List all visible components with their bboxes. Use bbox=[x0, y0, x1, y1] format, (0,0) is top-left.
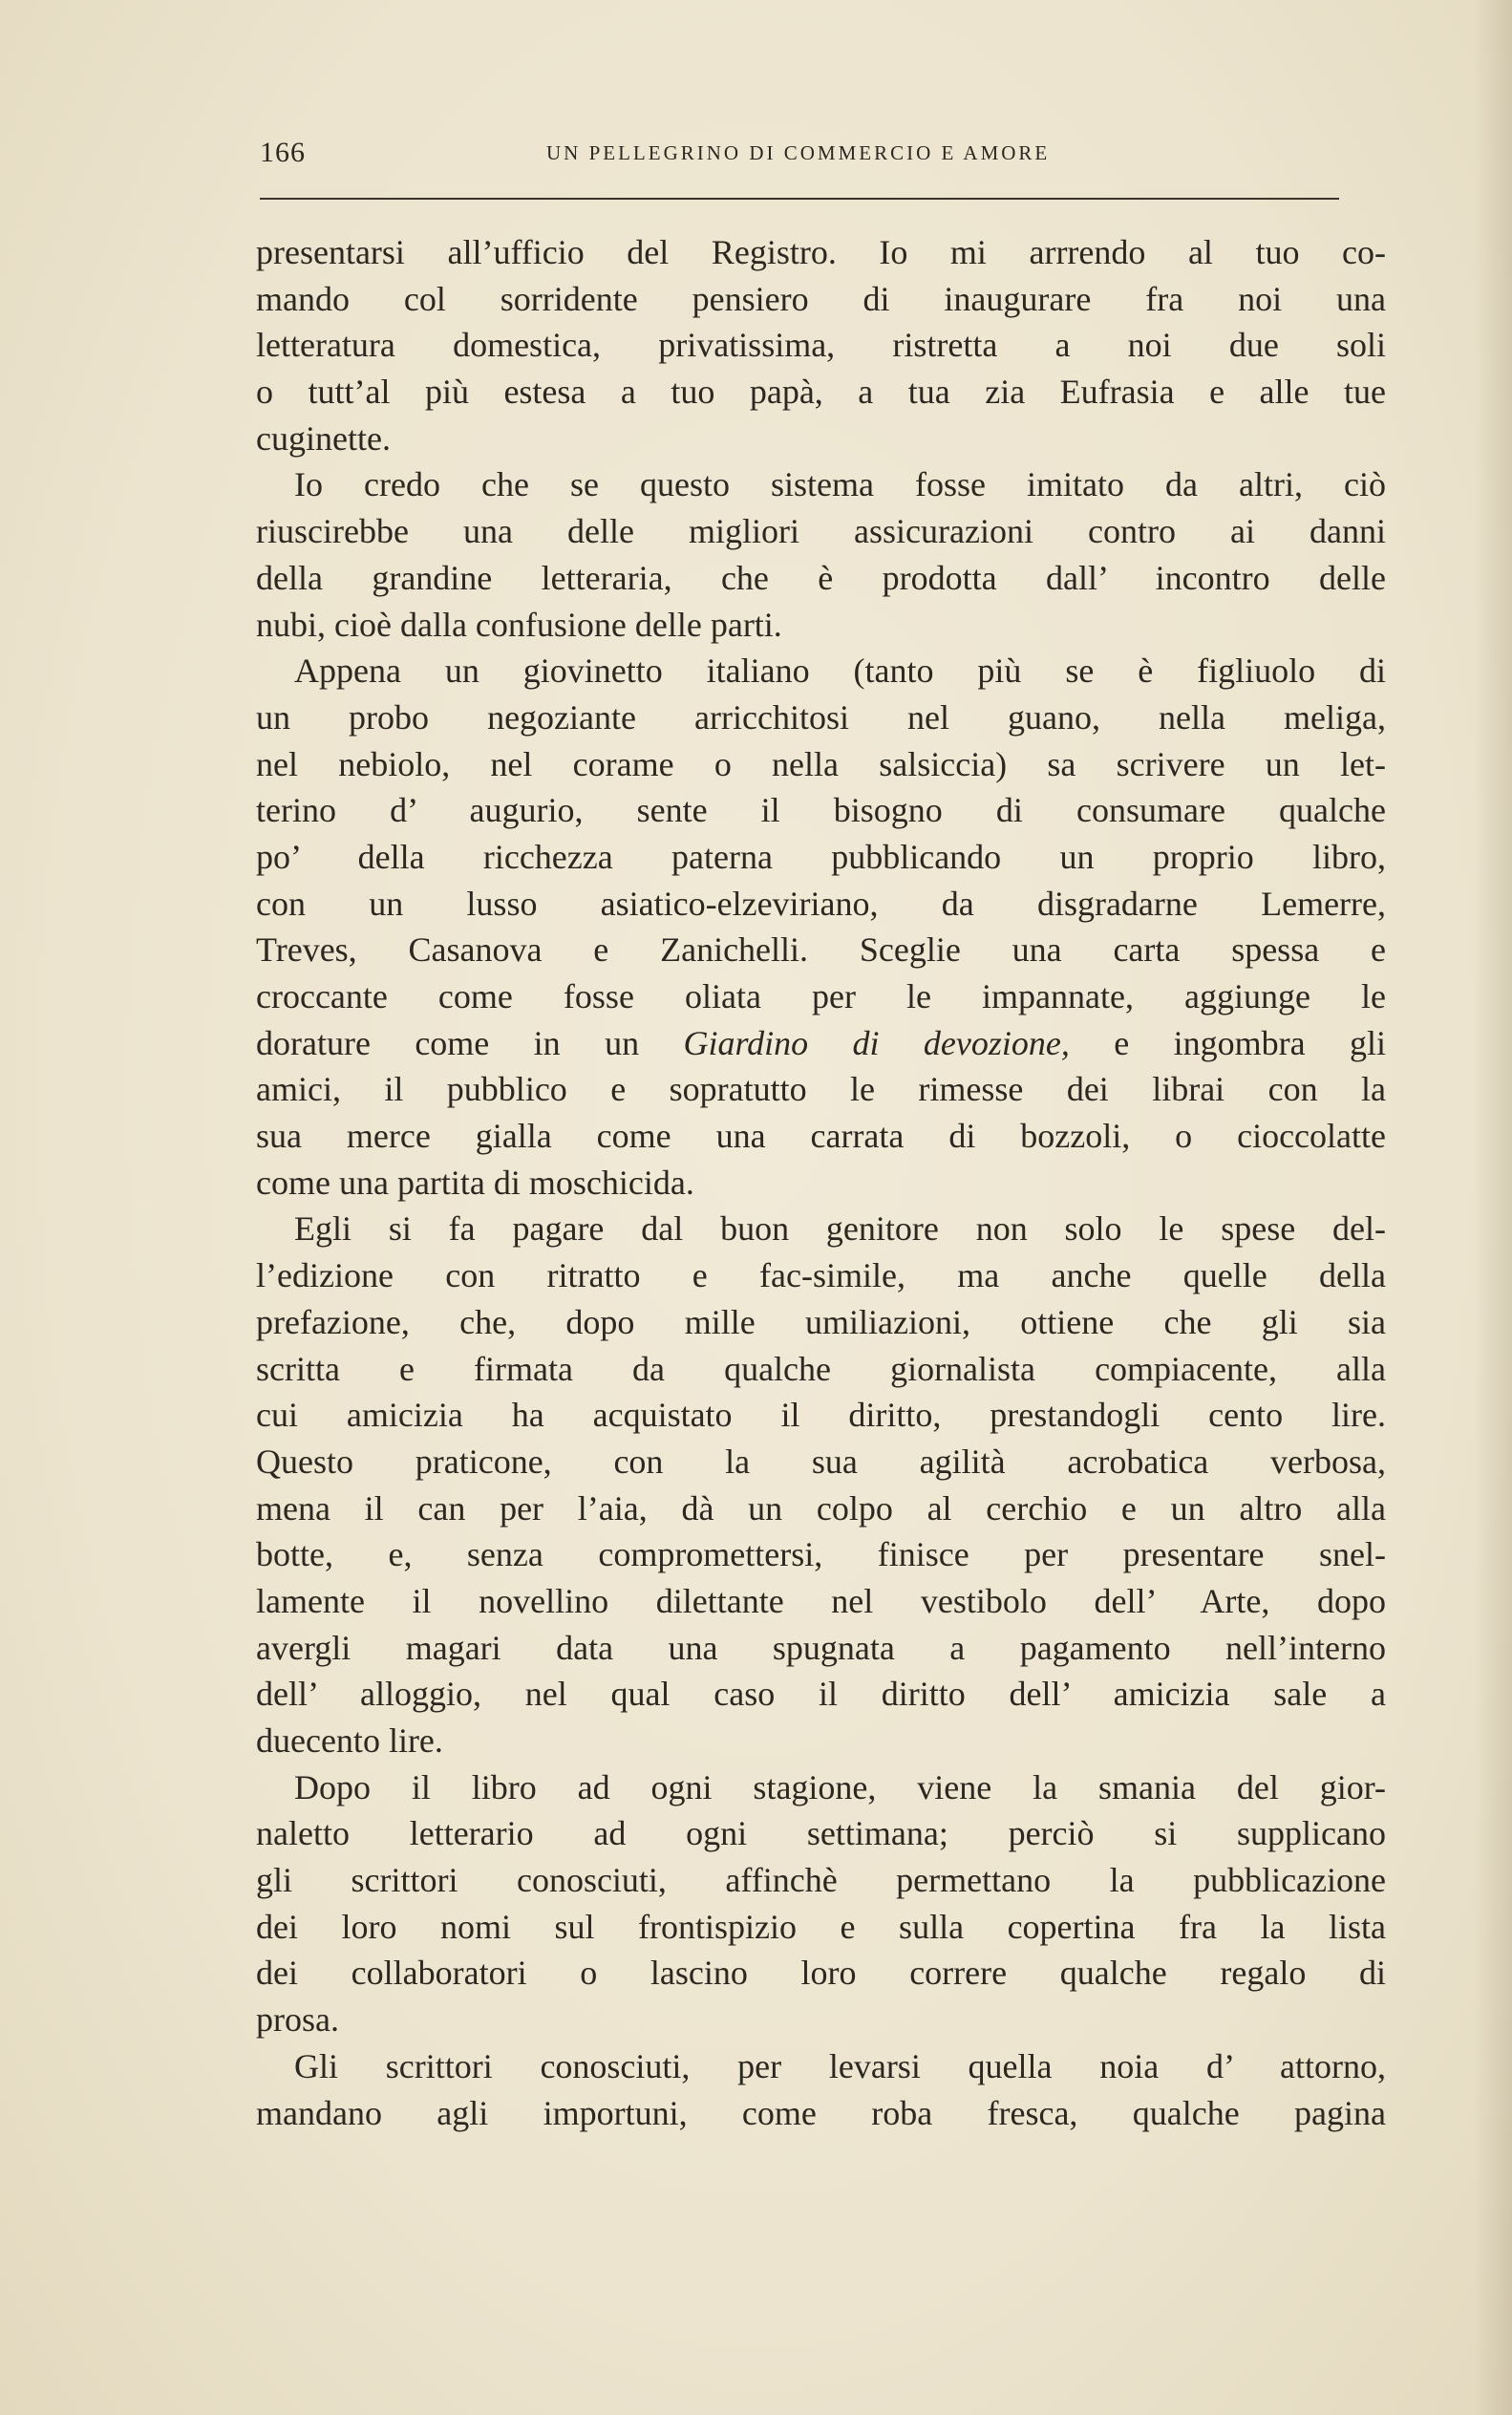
text-line: Egli si fa pagare dal buon genitore non solo le spese del- bbox=[294, 1209, 1386, 1249]
text-line: nel nebiolo, nel corame o nella salsiccia) sa scrivere un let- bbox=[256, 744, 1386, 783]
text-line: croccante come fosse oliata per le impannate, aggiunge le bbox=[256, 977, 1386, 1015]
text-line: duecento lire. bbox=[256, 1721, 443, 1760]
text-line: botte, e, senza compromettersi, finisce per presentare snel- bbox=[256, 1535, 1386, 1574]
text-line: della grandine letteraria, che è prodotta dall’ incontro delle bbox=[256, 558, 1386, 597]
running-title: UN PELLEGRINO DI COMMERCIO E AMORE bbox=[546, 141, 1051, 164]
text-line: naletto letterario ad ogni settimana; perciò si supplicano bbox=[256, 1814, 1386, 1853]
text-line: cuginette. bbox=[256, 418, 391, 458]
page-header bbox=[260, 134, 1339, 172]
text-line: Appena un giovinetto italiano (tanto più se è figliuolo di bbox=[294, 652, 1386, 691]
text-line: po’ della ricchezza paterna pubblicando un proprio libro, bbox=[256, 837, 1386, 876]
text-line: mandano agli importuni, come roba fresca, qualche pagina bbox=[256, 2093, 1386, 2132]
text-line: amici, il pubblico e sopratutto le rimesse dei librai con la bbox=[256, 1070, 1386, 1109]
header-rule bbox=[260, 198, 1339, 200]
text-line: letteratura domestica, privatissima, ristretta a noi due soli bbox=[256, 326, 1386, 365]
text-line: sua merce gialla come una carrata di bozzoli, o cioccolatte bbox=[256, 1117, 1386, 1156]
text-line: dell’ alloggio, nel qual caso il diritto dell’ amicizia sale a bbox=[256, 1675, 1386, 1714]
body-text bbox=[256, 229, 1386, 2136]
text-line: prosa. bbox=[256, 2000, 339, 2040]
text-line: terino d’ augurio, sente il bisogno di consumare qualche bbox=[256, 791, 1386, 830]
text-line: dei collaboratori o lascino loro correre qualche regalo di bbox=[256, 1954, 1386, 1993]
text-line: l’edizione con ritratto e fac-simile, ma anche quelle della bbox=[256, 1256, 1386, 1295]
text-line: cui amicizia ha acquistato il diritto, prestandogli cento lire. bbox=[256, 1396, 1386, 1435]
text-line: mando col sorridente pensiero di inaugurare fra noi una bbox=[256, 279, 1386, 318]
text-line: riuscirebbe una delle migliori assicurazioni contro ai danni bbox=[256, 512, 1386, 551]
text-line: dei loro nomi sul frontispizio e sulla copertina fra la lista bbox=[256, 1907, 1386, 1946]
text-line: Questo praticone, con la sua agilità acrobatica verbosa, bbox=[256, 1442, 1386, 1481]
text-line: lamente il novellino dilettante nel vestibolo dell’ Arte, dopo bbox=[256, 1581, 1386, 1620]
text-line: prefazione, che, dopo mille umiliazioni, ottiene che gli sia bbox=[256, 1302, 1386, 1341]
text-line: mena il can per l’aia, dà un colpo al cerchio e un altro alla bbox=[256, 1488, 1386, 1528]
text-line: avergli magari data una spugnata a pagamento nell’interno bbox=[256, 1628, 1386, 1667]
text-line-mixed bbox=[256, 1020, 1386, 1067]
text-line: Dopo il libro ad ogni stagione, viene la smania del gior- bbox=[294, 1767, 1386, 1806]
text-line: Treves, Casanova e Zanichelli. Sceglie una carta spessa e bbox=[256, 930, 1386, 970]
page-number: 166 bbox=[260, 137, 306, 168]
text-line: Gli scrittori conosciuti, per levarsi quella noia d’ attorno, bbox=[294, 2046, 1386, 2085]
page-edge-shadow bbox=[1474, 0, 1512, 2415]
text-line: come una partita di moschicida. bbox=[256, 1163, 694, 1202]
text-line: nubi, cioè dalla confusione delle parti. bbox=[256, 605, 782, 644]
text-line: con un lusso asiatico-elzeviriano, da disgradarne Lemerre, bbox=[256, 884, 1386, 923]
book-title-italic: Giardino di devozione, bbox=[683, 1023, 1070, 1062]
text-line: un probo negoziante arricchitosi nel guano, nella meliga, bbox=[256, 697, 1386, 737]
text-line: scritta e firmata da qualche giornalista compiacente, alla bbox=[256, 1349, 1386, 1388]
text-line: o tutt’al più estesa a tuo papà, a tua zia Eufrasia e alle tue bbox=[256, 373, 1386, 412]
text-line: presentarsi all’ufficio del Registro. Io mi arrrendo al tuo co- bbox=[256, 233, 1386, 271]
text-fragment: e ingombra gli bbox=[1114, 1023, 1386, 1062]
text-line: Io credo che se questo sistema fosse imitato da altri, ciò bbox=[294, 465, 1386, 504]
text-line: gli scrittori conosciuti, affinchè permettano la pubblicazione bbox=[256, 1861, 1386, 1900]
text-fragment: dorature come in un bbox=[256, 1023, 640, 1062]
